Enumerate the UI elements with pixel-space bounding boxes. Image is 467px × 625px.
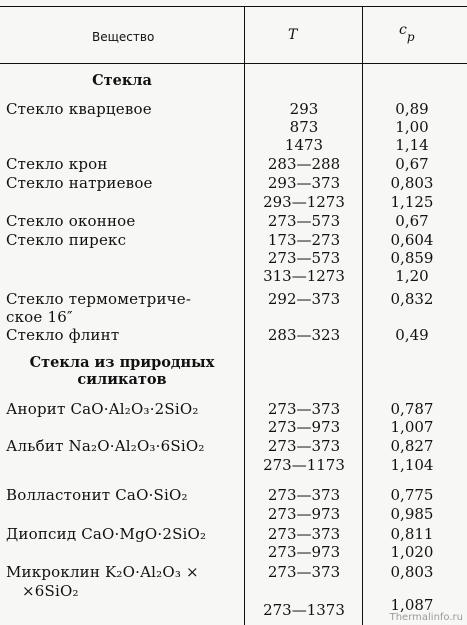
table-row <box>0 308 467 326</box>
temperature-cell: 273—1373 <box>263 601 345 619</box>
substance-cell: ское 16″ <box>6 308 73 326</box>
header-substance: Вещество <box>92 30 155 44</box>
header-heat-capacity <box>399 22 415 44</box>
temperature-cell: 273—573 <box>267 249 341 267</box>
heat-capacity-cell: 0,604 <box>390 231 434 249</box>
temperature-cell: 273—573 <box>267 212 341 230</box>
heat-capacity-cell: 1,20 <box>395 267 429 285</box>
temperature-cell: 273—973 <box>267 543 341 561</box>
header-temperature: T <box>288 27 298 43</box>
substance-cell: Стекло натриевое <box>6 174 153 192</box>
substance-cell: Стекло крон <box>6 155 108 173</box>
substance-cell: Стекло кварцевое <box>6 100 152 118</box>
section-title-line-2: силикатов <box>77 371 167 388</box>
header-heat-capacity-subscript: p <box>406 30 415 44</box>
heat-capacity-cell: 0,89 <box>395 100 429 118</box>
temperature-cell: 173—273 <box>267 231 341 249</box>
temperature-cell: 273—373 <box>267 400 341 418</box>
table-row <box>0 418 467 436</box>
heat-capacity-cell: 1,00 <box>395 118 429 136</box>
table-row <box>0 193 467 211</box>
substance-cell: Стекло флинт <box>6 326 120 344</box>
substance-cell: Стекло пирекс <box>6 231 127 249</box>
table-row <box>0 505 467 523</box>
temperature-cell: 273—373 <box>267 437 341 455</box>
temperature-cell: 273—1173 <box>263 456 345 474</box>
heat-capacity-cell: 1,087 <box>390 596 434 614</box>
header-heat-capacity-symbol: c <box>399 22 407 38</box>
table-row <box>0 543 467 561</box>
heat-capacity-cell: 1,007 <box>390 418 434 436</box>
temperature-cell: 273—373 <box>267 563 341 581</box>
temperature-cell: 313—1273 <box>263 267 345 285</box>
table-row <box>0 563 467 581</box>
table-row <box>0 326 467 344</box>
table-row <box>0 212 467 230</box>
substance-cell: Микроклин K₂O·Al₂O₃ × <box>6 563 199 581</box>
temperature-cell: 283—288 <box>267 155 341 173</box>
table-row <box>0 155 467 173</box>
table-row <box>0 249 467 267</box>
table-row <box>0 525 467 543</box>
table-row <box>0 267 467 285</box>
header-rule <box>0 63 467 64</box>
heat-capacity-cell: 1,125 <box>390 193 434 211</box>
substance-cell: Альбит Na₂O·Al₂O₃·6SiO₂ <box>6 437 205 455</box>
substance-cell: Волластонит CaO·SiO₂ <box>6 486 188 504</box>
heat-capacity-cell: 1,020 <box>390 543 434 561</box>
heat-capacity-cell: 0,985 <box>390 505 434 523</box>
temperature-cell: 873 <box>289 118 319 136</box>
table-row <box>0 136 467 154</box>
heat-capacity-cell: 1,14 <box>395 136 429 154</box>
heat-capacity-cell: 0,787 <box>390 400 434 418</box>
heat-capacity-cell: 0,49 <box>395 326 429 344</box>
table-row <box>0 118 467 136</box>
temperature-cell: 273—373 <box>267 525 341 543</box>
temperature-cell: 293—1273 <box>263 193 345 211</box>
heat-capacity-cell: 0,775 <box>390 486 434 504</box>
heat-capacity-cell: 0,827 <box>390 437 434 455</box>
temperature-cell: 293—373 <box>267 174 341 192</box>
table-row <box>0 456 467 474</box>
substance-cell: Анорит CaO·Al₂O₃·2SiO₂ <box>6 400 199 418</box>
watermark: Thermalinfo.ru <box>389 612 463 623</box>
table-row <box>0 290 467 308</box>
heat-capacity-cell: 0,832 <box>390 290 434 308</box>
table-row <box>0 231 467 249</box>
heat-capacity-cell: 0,803 <box>390 563 434 581</box>
temperature-cell: 273—373 <box>267 486 341 504</box>
substance-cell: Стекло термометриче- <box>6 290 192 308</box>
substance-cell: Диопсид CaO·MgO·2SiO₂ <box>6 525 207 543</box>
heat-capacity-cell: 1,104 <box>390 456 434 474</box>
temperature-cell: 293 <box>289 100 319 118</box>
temperature-cell: 273—973 <box>267 505 341 523</box>
table-row <box>0 486 467 504</box>
temperature-cell: 283—323 <box>267 326 341 344</box>
heat-capacity-cell: 0,67 <box>395 212 429 230</box>
heat-capacity-cell: 0,859 <box>390 249 434 267</box>
temperature-cell: 292—373 <box>267 290 341 308</box>
table-row <box>0 437 467 455</box>
top-rule <box>0 6 467 7</box>
heat-capacity-cell: 0,67 <box>395 155 429 173</box>
substance-cell: Стекло оконное <box>6 212 136 230</box>
table-row <box>0 400 467 418</box>
heat-capacity-cell: 0,811 <box>390 525 434 543</box>
temperature-cell: 273—973 <box>267 418 341 436</box>
temperature-cell: 1473 <box>284 136 324 154</box>
heat-capacity-cell: 0,803 <box>390 174 434 192</box>
section-title-natural-silicates <box>0 354 244 388</box>
section-title-glasses: Стекла <box>92 72 152 89</box>
section-title-line-1: Стекла из природных <box>29 354 215 371</box>
table-row <box>0 100 467 118</box>
table-row <box>0 174 467 192</box>
substance-cell: ×6SiO₂ <box>22 582 79 600</box>
